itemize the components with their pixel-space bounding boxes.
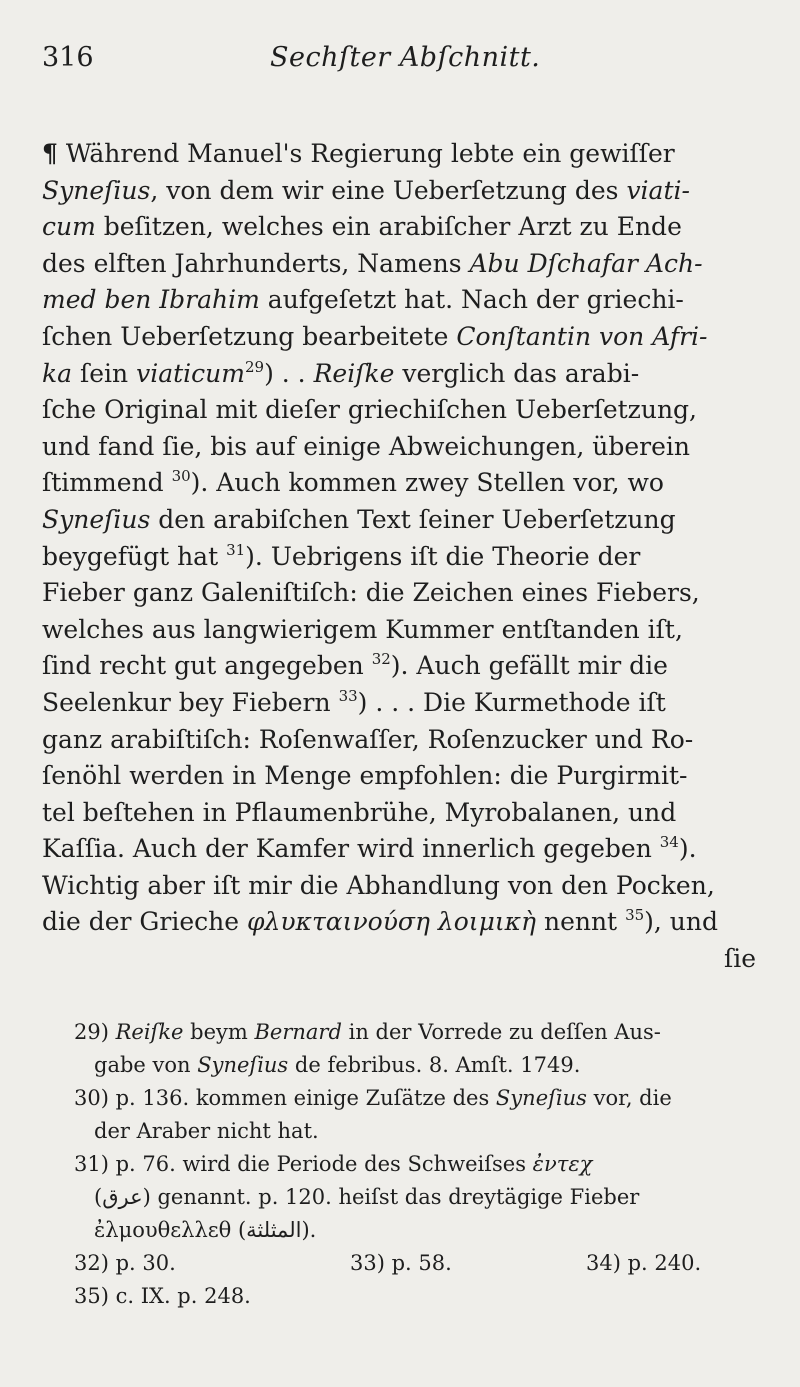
text-line: die der Grieche φλυκταινούση λοιμικὴ nennt $^{35}$), und [42,906,719,937]
footnote-ref: 31 [226,540,246,559]
text-line: ſtimmend $^{30}$). Auch kommen zwey Stellen vor, wo [42,467,664,498]
text-line: ka ſein viaticum$^{29}$) . . Reiſke verglich das arabi- [42,357,640,388]
text-line: Syneſius den arabiſchen Text ſeiner Ueberſetzung [42,504,676,534]
text-line: ſenöhl werden in Menge empfohlen: die Purgirmit- [42,761,688,791]
footnotes [42,1016,756,1313]
footnote-30-continued: der Araber nicht hat. [94,1118,319,1143]
text-line: welches aus langwierigem Kummer entſtanden iſt, [42,614,683,644]
footnote-ref: 33 [338,686,358,705]
main-text [42,136,756,978]
text-line: Fieber ganz Galeniſtiſch: die Zeichen eines Fiebers, [42,578,700,608]
text-line: ſchen Ueberſetzung bearbeitete Conſtantin von Afri- [42,321,708,351]
page-number: 316 [42,42,94,73]
text-line: beygefügt hat $^{31}$). Uebrigens iſt die Theorie der [42,540,641,571]
footnote-33: 33) p. 58. [350,1250,452,1275]
text-line: ſche Original mit dieſer griechiſchen Ueberſetzung, [42,395,697,425]
footnote-31-continued: (عرق) genannt. p. 120. heiſst das dreytägige Fieber [94,1184,640,1209]
text-line: ſind recht gut angegeben $^{32}$). Auch gefällt mir die [42,650,668,681]
catchword: ſie [723,944,756,974]
text-line: cum beſitzen, welches ein arabiſcher Arzt zu Ende [42,212,682,242]
text-line: und fand ſie, bis auf einige Abweichungen, überein [42,431,690,461]
footnote-30: 30) p. 136. kommen einige Zuſätze des Syneſius vor, die [74,1085,672,1110]
footnote-32: 32) p. 30. [74,1250,176,1275]
footnotes-32-34 [42,1247,756,1280]
text-line: Wichtig aber iſt mir die Abhandlung von den Pocken, [42,870,715,900]
running-head: Sechſter Abſchnitt. [270,42,541,73]
footnote-ref: 30 [171,467,191,486]
footnote-29-continued: gabe von Syneſius de febribus. 8. Amſt. 1749. [94,1052,581,1077]
footnote-31: 31) p. 76. wird die Periode des Schweiſses ἐντεχ [74,1151,593,1176]
greek-term: φλυκταινούση λοιμικὴ [247,907,537,937]
footnote-ref: 29 [244,357,265,376]
footnote-29: 29) Reiſke beym Bernard in der Vorrede zu deſſen Aus- [74,1019,661,1044]
footnote-ref: 34 [659,833,679,852]
text-line: med ben Ibrahim aufgeſetzt hat. Nach der griechi- [42,285,684,315]
text-line: des elften Jahrhunderts, Namens Abu Dſchafar Ach- [42,248,703,278]
footnote-34: 34) p. 240. [586,1250,702,1275]
text-line: Kaſſia. Auch der Kamfer wird innerlich gegeben $^{34}$). [42,833,697,864]
text-line: ¶ Während Manuel's Regierung lebte ein gewiſſer [42,139,675,168]
footnote-ref: 35 [625,906,645,925]
text-line: Seelenkur bey Fiebern $^{33}$) . . . Die Kurmethode iſt [42,686,666,717]
text-line: Syneſius, von dem wir eine Ueberſetzung des viati- [42,175,690,205]
paragraph-mark-icon: ¶ [42,139,58,168]
text-line: ganz arabiſtiſch: Roſenwaſſer, Roſenzucker und Ro- [42,724,694,754]
page-header [42,42,756,82]
text-line: tel beſtehen in Pflaumenbrühe, Myrobalanen, und [42,797,677,827]
footnote-31-continued-2: ἐλμουθελλεθ (المثلثة). [94,1217,317,1242]
footnote-35: 35) c. IX. p. 248. [74,1283,251,1308]
footnote-ref: 32 [371,650,391,669]
